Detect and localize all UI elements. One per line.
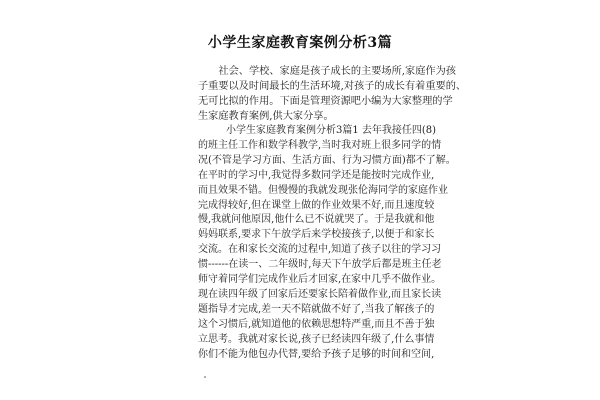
page-mark [204,376,206,378]
intro-line: 社会、学校、家庭是孩子成长的主要场所,家庭作为孩 [218,66,456,77]
body-line: 现在读四年级了回家后还要家长陪着做作业,而且家长读 [198,288,442,300]
body-line: 完成得较好,但在课堂上做的作业效果不好,而且速度较 [198,199,435,211]
body-line: 师守着同学们完成作业后才回家,在家中几乎不做作业。 [198,274,442,286]
body-line: 这个习惯后,就知道他的依赖思想特严重,而且不善于独 [198,318,435,330]
intro-line: 子重要以及时间最长的生活环境,对孩子的成长有着重要的、 [198,81,467,92]
intro-line: 无可比拟的作用。下面是管理资源吧小编为大家整理的学 [198,96,453,107]
intro-line: 生家庭教育案例,供大家分享。 [198,111,334,122]
body-line: 的班主任工作和数学科教学,当时我对班上很多同学的情 [198,139,442,151]
body-line: 你们不能为他包办代替,要给予孩子足够的时间和空间, [198,348,435,360]
body-line: 在平时的学习中,我觉得多数同学还是能按时完成作业, [198,169,435,181]
body-line: 惯------在读一、二年级时,每天下午放学后都是班主任老 [198,259,442,271]
body-line: 题指导才完成,差一天不陪就做不好了,当我了解孩子的 [198,303,435,315]
case-paragraph [198,124,456,363]
body-line: 而且效果不错。但慢慢的我就发现张伦海同学的家庭作业 [198,184,448,196]
body-line: 立思考。我就对家长说,孩子已经读四年级了,什么事情 [198,333,435,345]
body-line: 小学生家庭教育案例分析3篇1 去年我接任四(8) [226,125,437,136]
body-line: 况(不管是学习方面、生活方面、行为习惯方面)都不了解。 [198,154,456,166]
body-line: 交流。在和家长交流的过程中,知道了孩子以往的学习习 [198,244,442,256]
body-line: 慢,我就问他原因,他什么已不说就哭了。于是我就和他 [198,214,435,226]
document-title: 小学生家庭教育案例分析3篇 [207,35,393,51]
intro-paragraph [198,64,467,124]
body-line: 妈妈联系,要求下午放学后来学校接孩子,以便于和家长 [198,229,435,241]
